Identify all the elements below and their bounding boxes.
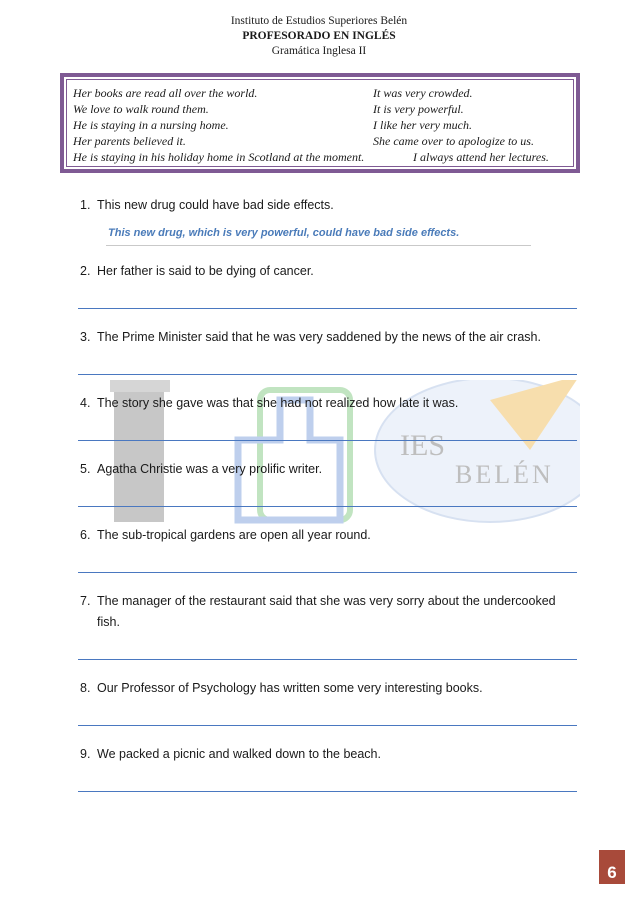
page-number-badge: 6 <box>599 850 625 884</box>
document-header <box>0 14 638 59</box>
subject-name: Gramática Inglesa II <box>271 45 367 57</box>
question-text: Our Professor of Psychology has written some very interesting books. <box>97 681 483 695</box>
question-text: The sub-tropical gardens are open all year round. <box>97 528 371 542</box>
question-4 <box>80 394 458 412</box>
answer-line-3[interactable] <box>78 374 577 375</box>
watermark-text-bottom: BELÉN <box>455 460 554 489</box>
watermark-letter-i-top <box>110 380 170 392</box>
question-2 <box>80 262 314 280</box>
question-3 <box>80 328 541 346</box>
program-name: PROFESORADO EN INGLÉS <box>242 30 396 42</box>
question-number: 9. <box>80 747 91 761</box>
question-text: Her father is said to be dying of cancer. <box>97 264 314 278</box>
question-9 <box>80 745 381 763</box>
clause-left-1: Her books are read all over the world. <box>73 86 258 100</box>
answer-line-7[interactable] <box>78 659 577 660</box>
answer-line-8[interactable] <box>78 725 577 726</box>
question-text: We packed a picnic and walked down to the beach. <box>97 747 381 761</box>
question-number: 8. <box>80 681 91 695</box>
clauses-box-inner <box>66 79 574 167</box>
clause-left-5: He is staying in his holiday home in Scotland at the moment. <box>73 150 365 164</box>
clause-right-2: It is very powerful. <box>373 102 464 116</box>
question-number: 3. <box>80 330 91 344</box>
question-6 <box>80 526 371 544</box>
clause-left-2: We love to walk round them. <box>73 102 209 116</box>
question-8 <box>80 679 483 697</box>
clause-right-1: It was very crowded. <box>373 86 473 100</box>
question-number: 7. <box>80 594 91 608</box>
question-text: The Prime Minister said that he was very saddened by the news of the air crash. <box>97 330 541 344</box>
question-number: 1. <box>80 198 91 212</box>
question-number: 2. <box>80 264 91 278</box>
question-5 <box>80 460 322 478</box>
clause-left-4: Her parents believed it. <box>73 134 186 148</box>
question-text: Agatha Christie was a very prolific writer. <box>97 462 323 476</box>
clause-right-4: She came over to apologize to us. <box>373 134 534 148</box>
answer-line-9[interactable] <box>78 791 577 792</box>
question-number: 6. <box>80 528 91 542</box>
question-text: This new drug could have bad side effects. <box>97 198 334 212</box>
answer-line-6[interactable] <box>78 572 577 573</box>
question-number: 5. <box>80 462 91 476</box>
question-text: The story she gave was that she had not realized how late it was. <box>97 396 459 410</box>
question-1 <box>80 196 334 214</box>
clause-left-3: He is staying in a nursing home. <box>73 118 229 132</box>
example-answer: This new drug, which is very powerful, could have bad side effects. <box>108 227 460 239</box>
clause-right-5: I always attend her lectures. <box>413 150 549 164</box>
answer-line-5[interactable] <box>78 506 577 507</box>
answer-line-2[interactable] <box>78 308 577 309</box>
question-7-continued: fish. <box>97 615 120 629</box>
clauses-box <box>60 73 580 173</box>
question-number: 4. <box>80 396 91 410</box>
institution-name: Instituto de Estudios Superiores Belén <box>230 15 408 27</box>
answer-line-1[interactable] <box>106 245 531 246</box>
watermark-text-top: IES <box>400 429 445 462</box>
answer-line-4[interactable] <box>78 440 577 441</box>
question-7 <box>80 592 556 610</box>
question-text: The manager of the restaurant said that she was very sorry about the undercooked <box>97 594 556 608</box>
clause-right-3: I like her very much. <box>373 118 472 132</box>
